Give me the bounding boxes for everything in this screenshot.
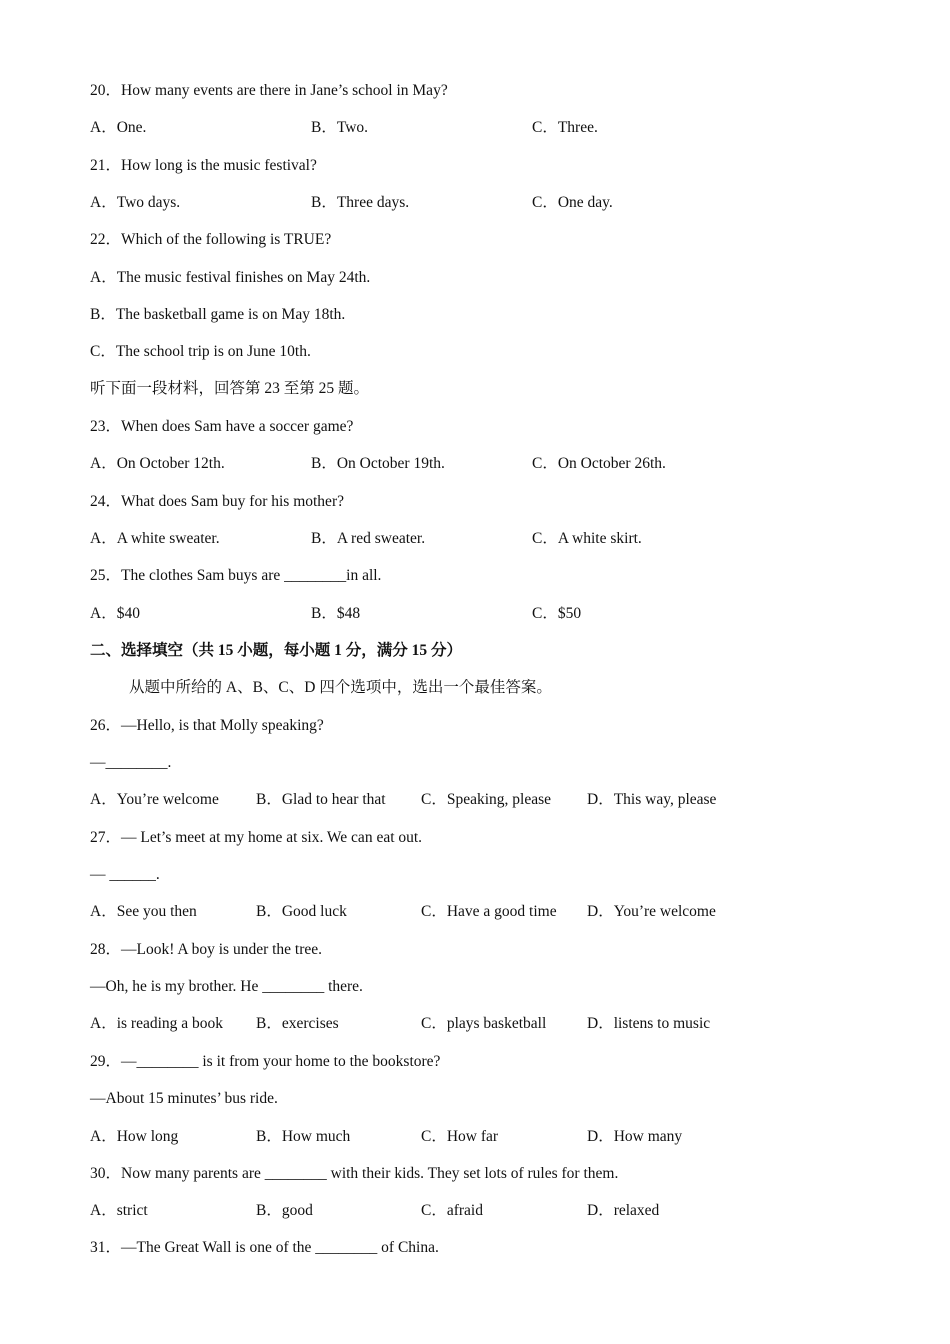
option-a: A．See you then	[90, 903, 197, 920]
option-a: A．How long	[90, 1128, 179, 1145]
option-b: B．Three days.	[311, 194, 410, 211]
option-a: A．Two days.	[90, 194, 181, 211]
question-25-stem: 25．The clothes Sam buys are ________in all.	[90, 567, 382, 584]
question-29-stem: 29．—________ is it from your home to the bookstore?	[90, 1053, 441, 1070]
question-26-reply: —________.	[90, 754, 172, 771]
question-23-stem: 23．When does Sam have a soccer game?	[90, 418, 354, 435]
option-a: A．On October 12th.	[90, 455, 225, 472]
option-b: B．A red sweater.	[311, 530, 426, 547]
option-a: A．is reading a book	[90, 1015, 224, 1032]
question-22-stem: 22．Which of the following is TRUE?	[90, 231, 332, 248]
question-26-stem: 26．—Hello, is that Molly speaking?	[90, 717, 324, 734]
question-21-options	[90, 192, 850, 214]
option-c: C．On October 26th.	[532, 455, 666, 472]
option-b: B．On October 19th.	[311, 455, 445, 472]
question-20-stem: 20．How many events are there in Jane’s school in May?	[90, 82, 448, 99]
option-b: B．$48	[311, 605, 361, 622]
question-28-reply: —Oh, he is my brother. He ________ there.	[90, 978, 363, 995]
option-d: D．How many	[587, 1128, 683, 1145]
option-c: C．A white skirt.	[532, 530, 642, 547]
option-a: A．$40	[90, 605, 140, 622]
question-29-reply: —About 15 minutes’ bus ride.	[90, 1090, 278, 1107]
option-a: A．strict	[90, 1202, 148, 1219]
option-d: D．relaxed	[587, 1202, 660, 1219]
question-28-options	[90, 1013, 850, 1035]
option-c: C．Three.	[532, 119, 598, 136]
option-c: C．How far	[421, 1128, 499, 1145]
question-26-options	[90, 789, 850, 811]
option-b: B．Good luck	[256, 903, 347, 920]
question-29-options	[90, 1126, 850, 1148]
listening-instruction: 听下面一段材料，回答第 23 至第 25 题。	[90, 380, 370, 397]
option-b: B．How much	[256, 1128, 351, 1145]
option-b: B．Two.	[311, 119, 369, 136]
option-d: D．listens to music	[587, 1015, 711, 1032]
question-27-stem: 27．— Let’s meet at my home at six. We can eat out.	[90, 829, 423, 846]
option-c: C．$50	[532, 605, 582, 622]
question-30-options	[90, 1200, 850, 1222]
option-a: A．One.	[90, 119, 147, 136]
question-25-options	[90, 603, 850, 625]
option-c: C．Have a good time	[421, 903, 557, 920]
question-31-stem: 31．—The Great Wall is one of the ________ of China.	[90, 1239, 439, 1256]
question-27-options	[90, 901, 850, 923]
option-c: C．plays basketball	[421, 1015, 547, 1032]
question-28-stem: 28．—Look! A boy is under the tree.	[90, 941, 323, 958]
option-c: C．afraid	[421, 1202, 483, 1219]
option-b: B．The basketball game is on May 18th.	[90, 306, 346, 323]
option-b: B．exercises	[256, 1015, 339, 1032]
option-d: D．This way, please	[587, 791, 717, 808]
option-a: A．You’re welcome	[90, 791, 219, 808]
option-c: C．The school trip is on June 10th.	[90, 343, 311, 360]
question-24-options	[90, 528, 850, 550]
option-c: C．One day.	[532, 194, 613, 211]
option-d: D．You’re welcome	[587, 903, 716, 920]
question-30-stem: 30．Now many parents are ________ with their kids. They set lots of rules for them.	[90, 1165, 619, 1182]
question-23-options	[90, 453, 850, 475]
question-27-reply: — ______.	[90, 866, 160, 883]
question-20-options	[90, 117, 850, 139]
question-24-stem: 24．What does Sam buy for his mother?	[90, 493, 344, 510]
option-c: C．Speaking, please	[421, 791, 552, 808]
option-a: A．A white sweater.	[90, 530, 220, 547]
option-a: A．The music festival finishes on May 24th.	[90, 269, 371, 286]
section-instruction: 从题中所给的 A、B、C、D 四个选项中，选出一个最佳答案。	[129, 679, 552, 696]
option-b: B．Glad to hear that	[256, 791, 386, 808]
section-heading: 二、选择填空（共 15 小题，每小题 1 分，满分 15 分）	[90, 642, 463, 659]
question-21-stem: 21．How long is the music festival?	[90, 157, 317, 174]
option-b: B．good	[256, 1202, 313, 1219]
